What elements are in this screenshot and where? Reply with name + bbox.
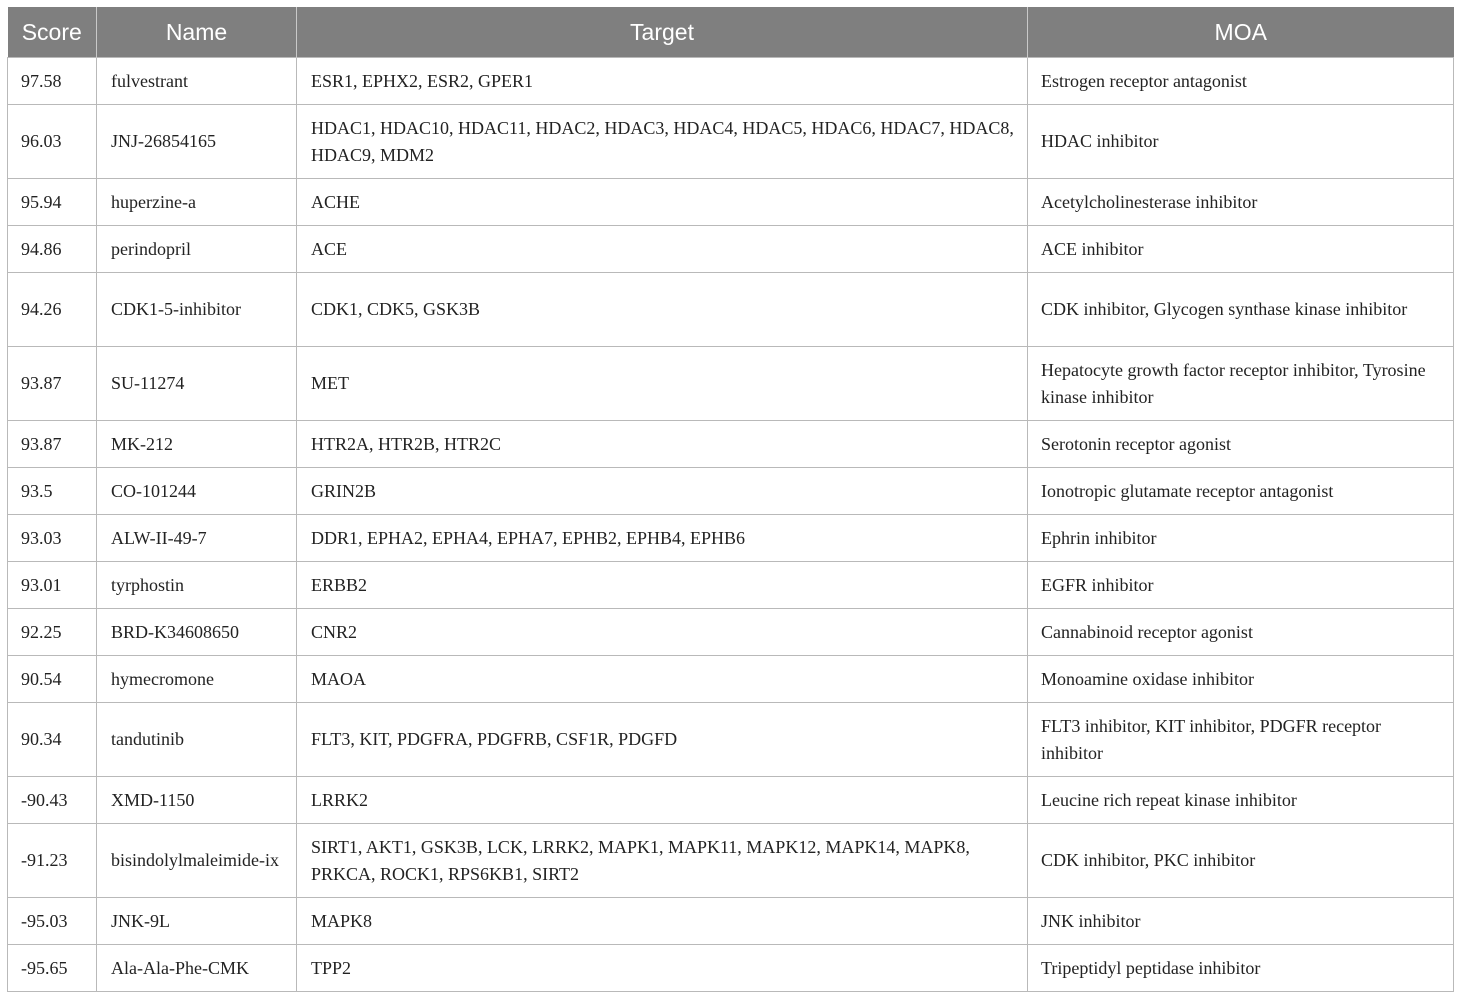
table-row	[8, 421, 1454, 468]
moa-cell: Acetylcholinesterase inhibitor	[1028, 179, 1454, 226]
table-row	[8, 468, 1454, 515]
column-header-target: Target	[297, 7, 1028, 58]
moa-cell: Serotonin receptor agonist	[1028, 421, 1454, 468]
name-cell: SU-11274	[97, 347, 297, 421]
moa-cell: Estrogen receptor antagonist	[1028, 58, 1454, 105]
name-cell: BRD-K34608650	[97, 609, 297, 656]
name-cell: Ala-Ala-Phe-CMK	[97, 945, 297, 992]
score-cell: 96.03	[8, 105, 97, 179]
table-row	[8, 777, 1454, 824]
name-cell: hymecromone	[97, 656, 297, 703]
table-row	[8, 609, 1454, 656]
name-cell: XMD-1150	[97, 777, 297, 824]
table-row	[8, 515, 1454, 562]
target-cell: CDK1, CDK5, GSK3B	[297, 273, 1028, 347]
results-table	[7, 7, 1454, 992]
table-row	[8, 347, 1454, 421]
score-cell: 90.34	[8, 703, 97, 777]
table-row	[8, 562, 1454, 609]
score-cell: 94.86	[8, 226, 97, 273]
table-row	[8, 824, 1454, 898]
score-cell: 97.58	[8, 58, 97, 105]
moa-cell: Ionotropic glutamate receptor antagonist	[1028, 468, 1454, 515]
name-cell: bisindolylmaleimide-ix	[97, 824, 297, 898]
moa-cell: EGFR inhibitor	[1028, 562, 1454, 609]
target-cell: FLT3, KIT, PDGFRA, PDGFRB, CSF1R, PDGFD	[297, 703, 1028, 777]
table-body	[8, 58, 1454, 992]
target-cell: CNR2	[297, 609, 1028, 656]
moa-cell: Monoamine oxidase inhibitor	[1028, 656, 1454, 703]
name-cell: MK-212	[97, 421, 297, 468]
moa-cell: ACE inhibitor	[1028, 226, 1454, 273]
score-cell: 93.87	[8, 421, 97, 468]
column-header-name: Name	[97, 7, 297, 58]
score-cell: -91.23	[8, 824, 97, 898]
target-cell: TPP2	[297, 945, 1028, 992]
table-row	[8, 273, 1454, 347]
table-row	[8, 226, 1454, 273]
score-cell: -90.43	[8, 777, 97, 824]
name-cell: tandutinib	[97, 703, 297, 777]
table-row	[8, 179, 1454, 226]
name-cell: ALW-II-49-7	[97, 515, 297, 562]
target-cell: DDR1, EPHA2, EPHA4, EPHA7, EPHB2, EPHB4, EPHB6	[297, 515, 1028, 562]
moa-cell: JNK inhibitor	[1028, 898, 1454, 945]
score-cell: 93.01	[8, 562, 97, 609]
moa-cell: Ephrin inhibitor	[1028, 515, 1454, 562]
score-cell: 95.94	[8, 179, 97, 226]
target-cell: ACE	[297, 226, 1028, 273]
name-cell: JNJ-26854165	[97, 105, 297, 179]
moa-cell: Tripeptidyl peptidase inhibitor	[1028, 945, 1454, 992]
table-row	[8, 105, 1454, 179]
name-cell: CDK1-5-inhibitor	[97, 273, 297, 347]
target-cell: ESR1, EPHX2, ESR2, GPER1	[297, 58, 1028, 105]
name-cell: perindopril	[97, 226, 297, 273]
header-row	[8, 7, 1454, 58]
column-header-score: Score	[8, 7, 97, 58]
target-cell: LRRK2	[297, 777, 1028, 824]
score-cell: -95.03	[8, 898, 97, 945]
target-cell: MAOA	[297, 656, 1028, 703]
score-cell: 90.54	[8, 656, 97, 703]
score-cell: 93.03	[8, 515, 97, 562]
moa-cell: HDAC inhibitor	[1028, 105, 1454, 179]
results-table-container	[7, 7, 1453, 992]
table-header	[8, 7, 1454, 58]
column-header-moa: MOA	[1028, 7, 1454, 58]
score-cell: 92.25	[8, 609, 97, 656]
target-cell: SIRT1, AKT1, GSK3B, LCK, LRRK2, MAPK1, MAPK11, MAPK12, MAPK14, MAPK8, PRKCA, ROCK1, RPS6KB1, SIRT2	[297, 824, 1028, 898]
target-cell: HTR2A, HTR2B, HTR2C	[297, 421, 1028, 468]
score-cell: 94.26	[8, 273, 97, 347]
target-cell: MET	[297, 347, 1028, 421]
score-cell: -95.65	[8, 945, 97, 992]
moa-cell: Cannabinoid receptor agonist	[1028, 609, 1454, 656]
score-cell: 93.87	[8, 347, 97, 421]
target-cell: ACHE	[297, 179, 1028, 226]
score-cell: 93.5	[8, 468, 97, 515]
name-cell: huperzine-a	[97, 179, 297, 226]
moa-cell: CDK inhibitor, PKC inhibitor	[1028, 824, 1454, 898]
target-cell: HDAC1, HDAC10, HDAC11, HDAC2, HDAC3, HDAC4, HDAC5, HDAC6, HDAC7, HDAC8, HDAC9, MDM2	[297, 105, 1028, 179]
name-cell: CO-101244	[97, 468, 297, 515]
target-cell: MAPK8	[297, 898, 1028, 945]
moa-cell: FLT3 inhibitor, KIT inhibitor, PDGFR receptor inhibitor	[1028, 703, 1454, 777]
target-cell: GRIN2B	[297, 468, 1028, 515]
table-row	[8, 703, 1454, 777]
table-row	[8, 58, 1454, 105]
name-cell: fulvestrant	[97, 58, 297, 105]
table-row	[8, 945, 1454, 992]
target-cell: ERBB2	[297, 562, 1028, 609]
table-row	[8, 898, 1454, 945]
moa-cell: Hepatocyte growth factor receptor inhibitor, Tyrosine kinase inhibitor	[1028, 347, 1454, 421]
moa-cell: CDK inhibitor, Glycogen synthase kinase inhibitor	[1028, 273, 1454, 347]
name-cell: JNK-9L	[97, 898, 297, 945]
name-cell: tyrphostin	[97, 562, 297, 609]
table-row	[8, 656, 1454, 703]
moa-cell: Leucine rich repeat kinase inhibitor	[1028, 777, 1454, 824]
